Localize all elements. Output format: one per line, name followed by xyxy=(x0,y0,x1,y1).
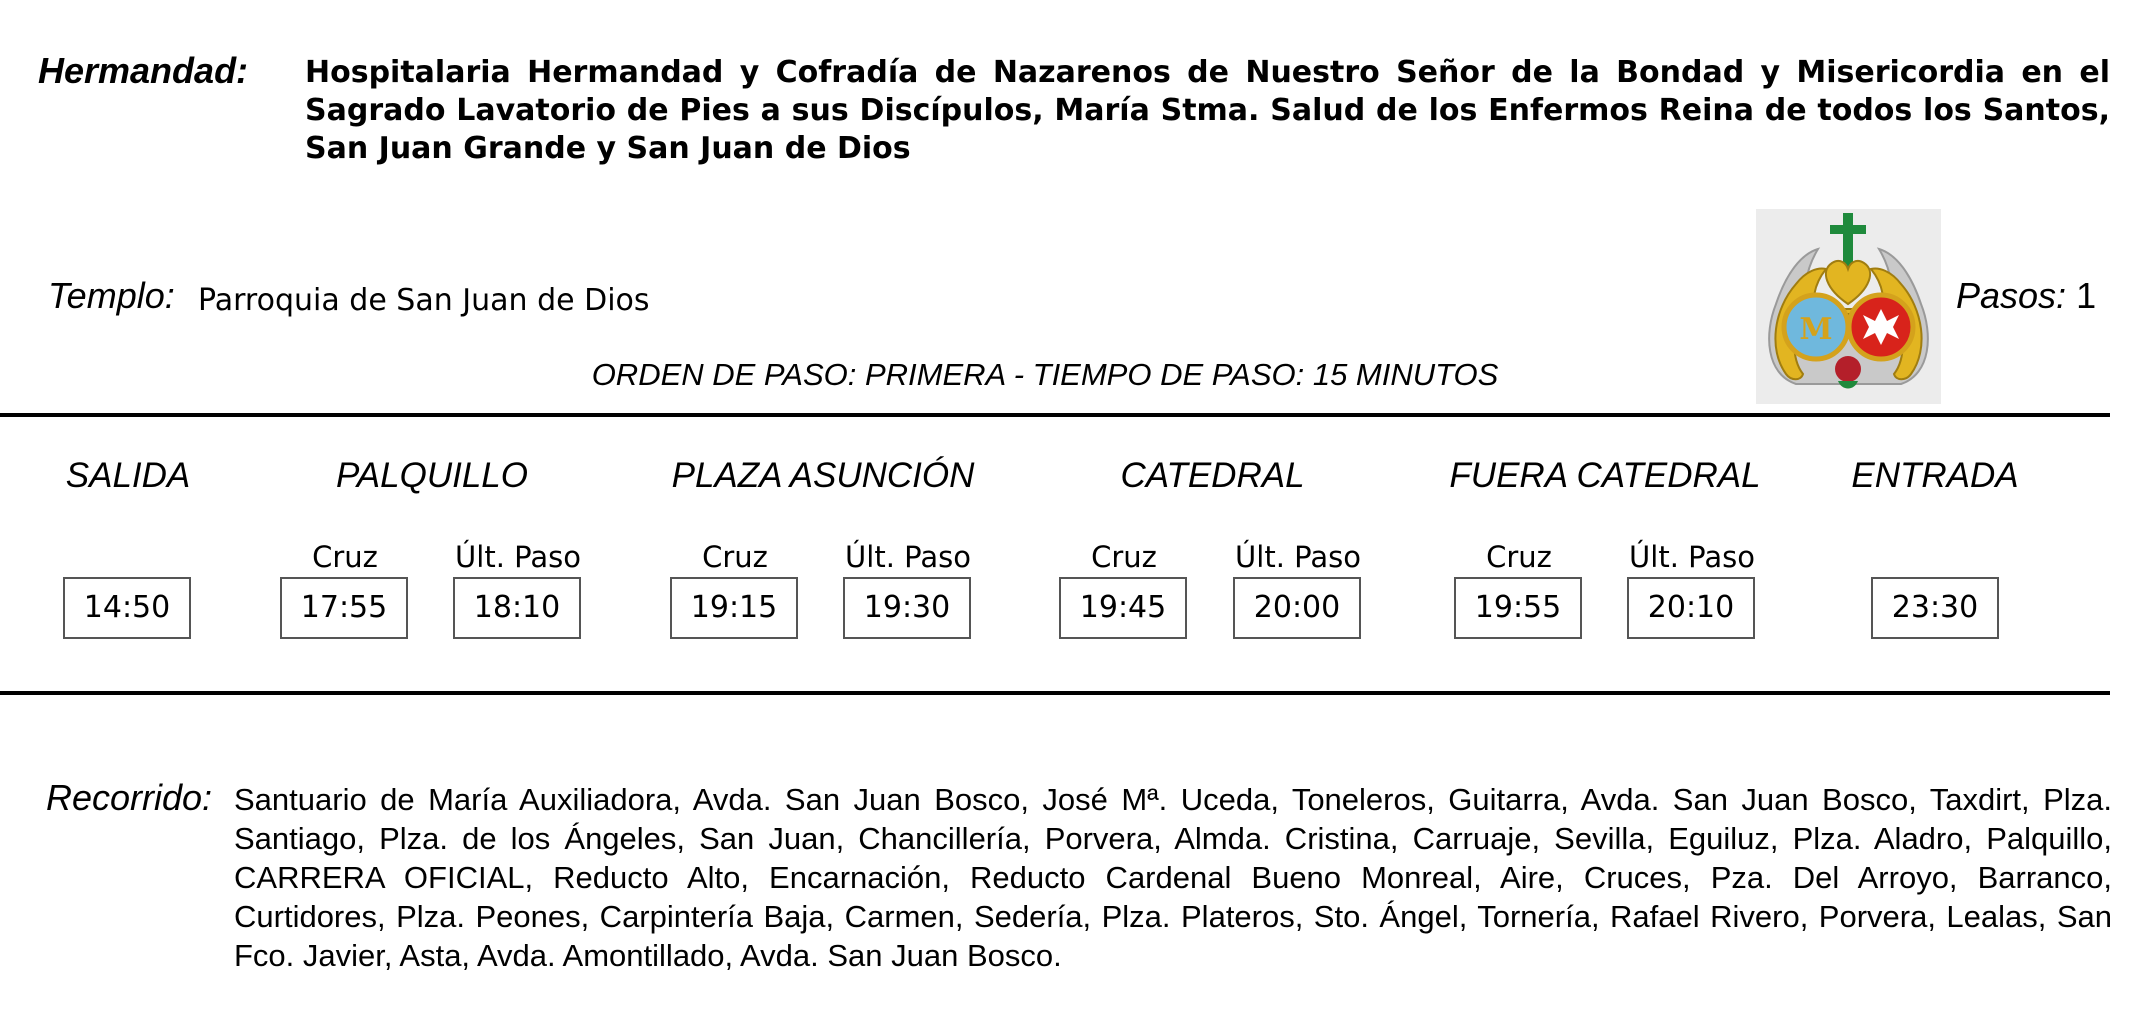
bottom-divider xyxy=(0,691,2110,695)
plaza-ult-time: 19:30 xyxy=(843,577,971,639)
catedral-ult-time: 20:00 xyxy=(1233,577,1361,639)
entrada-heading: ENTRADA xyxy=(1851,456,2019,495)
pasos-label-text: Pasos: xyxy=(1956,275,2067,316)
hermandad-name: Hospitalaria Hermandad y Cofradía de Nazarenos de Nuestro Señor de la Bondad y Misericordia en el Sagrado Lavatorio de Pies a sus Discípulos, María Stma. Salud de los Enfermos Reina de todos los Santos, San Juan Grande y San Juan de Dios xyxy=(305,55,2110,166)
palquillo-cruz-label: Cruz xyxy=(312,540,378,574)
salida-time: 14:50 xyxy=(63,577,191,639)
templo-label: Templo: xyxy=(48,275,175,316)
fuera-cruz-label: Cruz xyxy=(1486,540,1552,574)
plaza-asuncion-heading: PLAZA ASUNCIÓN xyxy=(671,456,975,495)
entrada-time: 23:30 xyxy=(1871,577,1999,639)
fuera-ult-time: 20:10 xyxy=(1627,577,1755,639)
catedral-ult-label: Últ. Paso xyxy=(1235,540,1361,574)
palquillo-cruz-time: 17:55 xyxy=(280,577,408,639)
pasos-count: 1 xyxy=(2076,275,2097,316)
fuera-ult-label: Últ. Paso xyxy=(1629,540,1755,574)
catedral-cruz-label: Cruz xyxy=(1091,540,1157,574)
palquillo-ult-time: 18:10 xyxy=(453,577,581,639)
palquillo-ult-label: Últ. Paso xyxy=(455,540,581,574)
pasos-label xyxy=(1956,275,2096,317)
svg-text:M: M xyxy=(1799,312,1833,347)
catedral-heading: CATEDRAL xyxy=(1120,456,1305,495)
fuera-cruz-time: 19:55 xyxy=(1454,577,1582,639)
fuera-catedral-heading: FUERA CATEDRAL xyxy=(1449,456,1761,495)
plaza-ult-label: Últ. Paso xyxy=(845,540,971,574)
templo-value: Parroquia de San Juan de Dios xyxy=(198,283,650,318)
recorrido-text: Santuario de María Auxiliadora, Avda. San Juan Bosco, José Mª. Uceda, Toneleros, Guitarra, Avda. San Juan Bosco, Taxdirt, Plza. Santiago, Plza. de los Ángeles, San Juan, Chancillería, Porvera, Almda. Cristina, Carruaje, Sevilla, Eguiluz, Plza. Aladro, Palquillo, CARRERA OFICIAL, Reducto Alto, Encarnación, Reducto Cardenal Bueno Monreal, Aire, Cruces, Pza. Del Arroyo, Barranco, Curtidores, Plza. Peones, Carpintería Baja, Carmen, Sedería, Plza. Plateros, Sto. Ángel, Tornería, Rafael Rivero, Porvera, Lealas, San Fco. Javier, Asta, Avda. Amontillado, Avda. San Juan Bosco. xyxy=(234,782,2112,973)
catedral-cruz-time: 19:45 xyxy=(1059,577,1187,639)
orden-de-paso: ORDEN DE PASO: PRIMERA - TIEMPO DE PASO: 15 MINUTOS xyxy=(591,357,1499,392)
hermandad-label: Hermandad: xyxy=(38,50,249,91)
palquillo-heading: PALQUILLO xyxy=(336,456,528,495)
salida-heading: SALIDA xyxy=(65,456,191,495)
plaza-cruz-label: Cruz xyxy=(702,540,768,574)
top-divider xyxy=(0,413,2110,417)
recorrido-label: Recorrido: xyxy=(46,777,213,818)
plaza-cruz-time: 19:15 xyxy=(670,577,798,639)
